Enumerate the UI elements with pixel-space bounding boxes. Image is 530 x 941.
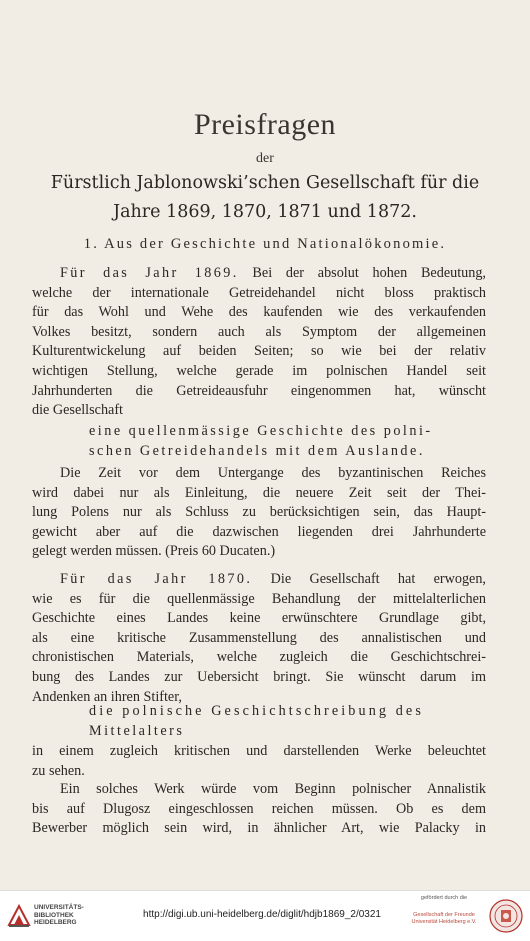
- paragraph-beleuchtet: [32, 742, 486, 781]
- heading-der: der: [256, 151, 274, 166]
- quote1-line-0: eine quellenmässige Geschichte des polni-: [89, 423, 433, 439]
- footer-bar: [0, 890, 530, 941]
- library-line-1: UNIVERSITÄTS-: [34, 904, 84, 911]
- library-name: [34, 904, 84, 927]
- para3-line-0: [32, 570, 486, 590]
- para3-line-5: bung des Landes zur Uebersicht bringt. Sie wünscht darum im: [32, 668, 486, 685]
- para1-line-4: Kulturentwickelung auf beiden Seiten; so wie bei der relativ: [32, 343, 486, 360]
- permalink-url[interactable]: http://digi.ub.uni-heidelberg.de/diglit/hdjb1869_2/0321: [143, 909, 381, 920]
- para3-line-4: chronistischen Materials, welche zugleich die Geschichtschrei-: [32, 649, 486, 666]
- para4-line-1: zu sehen.: [32, 762, 85, 779]
- quote-geschichtschreibung: [89, 702, 485, 741]
- para4-line-0: in einem zugleich kritischen und darstellenden Werke beleuchtet: [32, 743, 486, 759]
- heading-org-line2: Jahre 1869, 1870, 1871 und 1872.: [113, 202, 417, 222]
- para1-line-1: welche der internationale Getreidehandel nicht bloss praktisch: [32, 284, 486, 301]
- para3-line-6: Andenken an ihren Stifter,: [32, 688, 182, 705]
- para3-line-3: als eine kritische Zusammenstellung des annalistischen und: [32, 629, 486, 646]
- para1-line-6: Jahrhunderten die Getreideausfuhr eingenommen hat, wünscht: [32, 382, 486, 399]
- para1-line-2: für das Wohl und Wehe des kaufenden wie des verkaufenden: [32, 304, 486, 321]
- quote2-line-0: die polnische Geschichtschreibung des: [89, 703, 424, 719]
- paragraph-1869: [32, 264, 486, 421]
- university-library-logo-icon: [6, 903, 32, 929]
- quote1-line-1: schen Getreidehandels mit dem Auslande.: [89, 442, 425, 459]
- para2-line-2: lung Polens nur als Schluss zu berücksichtigen sein, das Haupt-: [32, 504, 486, 521]
- para2-line-1: wird dabei nur als Einleitung, die neuere Zeit seit der Thei-: [32, 484, 486, 501]
- sponsor-line-2: Universität Heidelberg e.V.: [411, 919, 477, 925]
- para1-lead: Für das Jahr 1869.: [60, 265, 239, 281]
- heading-org-line1: Fürstlich Jablonowski’schen Gesellschaft für die: [50, 173, 480, 193]
- quote2-line-1: Mittelalters: [89, 722, 185, 739]
- para1-line-3: Volkes besitzt, sondern auch als Symptom der allgemeinen: [32, 323, 486, 340]
- quote-getreidehandel: [89, 422, 485, 461]
- para5-line-1: bis auf Dlugosz eingeschlossen reichen müssen. Ob es dem: [32, 800, 486, 817]
- page-title: Preisfragen: [193, 108, 337, 141]
- paragraph-werk: [32, 780, 486, 839]
- paragraph-zeit: [32, 464, 486, 562]
- section-title: 1. Aus der Geschichte und Nationalökonomie.: [83, 236, 447, 252]
- sponsor-line-1: Gesellschaft der Freunde: [413, 912, 475, 918]
- paragraph-1870: [32, 570, 486, 707]
- para5-line-2: Bewerber möglich sein wird, in ähnlicher Art, wie Palacky in: [32, 820, 486, 837]
- library-line-2: BIBLIOTHEK: [34, 911, 74, 919]
- sponsor-block: [396, 895, 492, 926]
- para1-line-7: die Gesellschaft: [32, 402, 123, 419]
- para1-line-0: [32, 264, 486, 284]
- library-line-3: HEIDELBERG: [34, 919, 77, 926]
- para1-line-5: wichtigen Stellung, welche gerade im polnischen Handel seit: [32, 362, 486, 379]
- para5-line-0: Ein solches Werk würde vom Beginn polnischer Annalistik: [60, 781, 486, 797]
- para3-lead: Für das Jahr 1870.: [60, 571, 253, 587]
- para3-line-1: wie es für die quellenmässige Behandlung der mittelalterlichen: [32, 590, 486, 607]
- para3-line-2: Geschichte eines Landes keine erwünschtere Grundlage gibt,: [32, 610, 486, 627]
- sponsor-intro: gefördert durch die: [420, 895, 468, 901]
- para2-line-0: Die Zeit vor dem Untergange des byzantinischen Reiches: [60, 465, 486, 481]
- para2-line-4: gelegt werden müssen. (Preis 60 Ducaten.): [32, 543, 276, 560]
- sponsor-seal-icon: [489, 899, 523, 933]
- para3-line-0-text: Die Gesellschaft hat erwogen,: [252, 571, 486, 587]
- para2-line-3: gewicht aber auf die dazwischen liegenden drei Jahrhunderte: [32, 523, 486, 540]
- para1-line-0-text: Bei der absolut hohen Bedeutung,: [238, 265, 486, 281]
